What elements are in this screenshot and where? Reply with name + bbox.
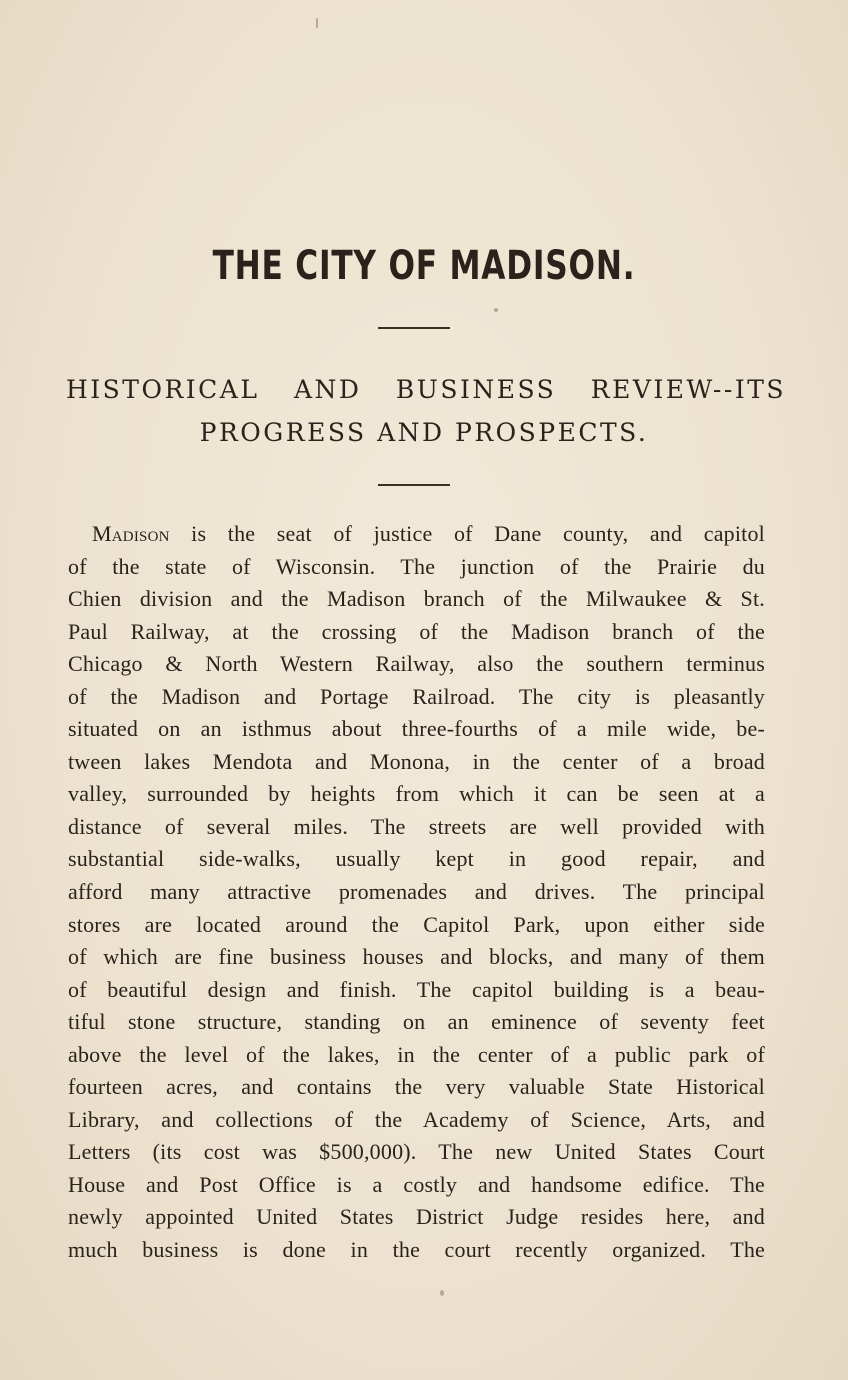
body-line: tween lakes Mendota and Monona, in the center of a broad [68,748,765,774]
body-line: of which are fine business houses and blocks, and many of them [68,944,765,970]
body-line: stores are located around the Capitol Park, upon either side [68,911,765,937]
body-line: much business is done in the court recently organized. The [68,1237,765,1263]
title-divider [378,327,450,329]
paper-speck [494,308,498,312]
subtitle-line-1: HISTORICAL AND BUSINESS REVIEW--ITS [66,375,786,404]
body-line: of the Madison and Portage Railroad. The city is pleasantly [68,683,765,709]
body-line: substantial side-walks, usually kept in good repair, and [68,846,765,872]
body-line: of the state of Wisconsin. The junction of the Prairie du [68,553,765,579]
body-line: tiful stone structure, standing on an eminence of seventy feet [68,1009,765,1035]
body-line: valley, surrounded by heights from which it can be seen at a [68,781,765,807]
body-line: Chicago & North Western Railway, also the southern terminus [68,651,765,677]
body-line: of beautiful design and finish. The capitol building is a beau- [68,976,765,1002]
body-line: afford many attractive promenades and drives. The principal [68,879,765,905]
body-line-text: is the seat of justice of Dane county, and capitol [169,521,765,546]
body-paragraph [68,518,765,1267]
body-line: situated on an isthmus about three-fourths of a mile wide, be- [68,716,765,742]
body-line: newly appointed United States District Judge resides here, and [68,1204,765,1230]
subtitle-line-2: PROGRESS AND PROSPECTS. [199,418,649,447]
body-line: distance of several miles. The streets are well provided with [68,813,765,839]
body-line: House and Post Office is a costly and handsome edifice. The [68,1171,765,1197]
paper-speck [316,18,318,28]
lead-word: Madison [92,521,170,546]
body-line [68,518,765,551]
subtitle-divider [378,484,450,486]
body-line: fourteen acres, and contains the very valuable State Historical [68,1074,765,1100]
body-line: Library, and collections of the Academy of Science, Arts, and [68,1106,765,1132]
page-title: THE CITY OF MADISON. [212,243,636,289]
paper-speck [440,1290,444,1296]
body-line: above the level of the lakes, in the center of a public park of [68,1041,765,1067]
body-line: Paul Railway, at the crossing of the Madison branch of the [68,618,765,644]
body-line: Letters (its cost was $500,000). The new United States Court [68,1139,765,1165]
body-line: Chien division and the Madison branch of the Milwaukee & St. [68,586,765,612]
